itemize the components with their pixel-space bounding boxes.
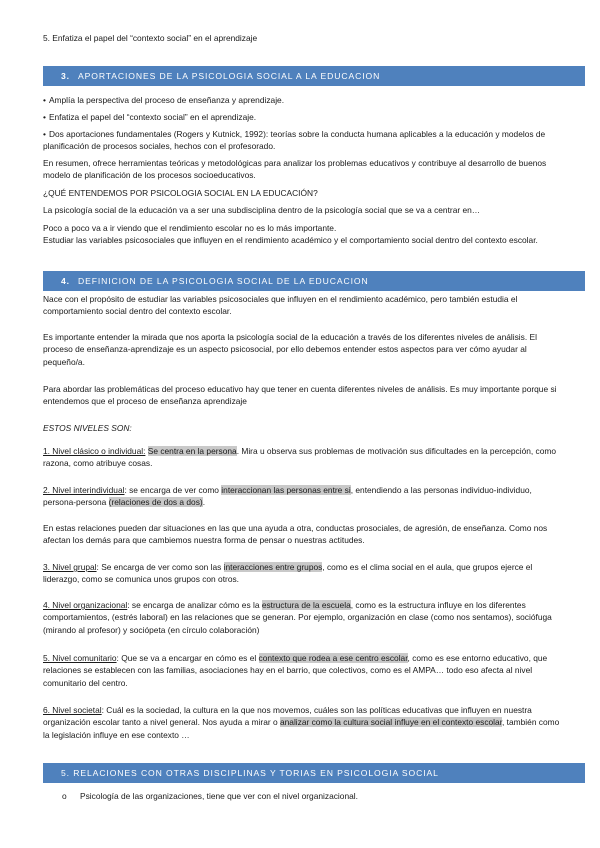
section-3-title: APORTACIONES DE LA PSICOLOGIA SOCIAL A LA EDUCACION: [77, 71, 381, 81]
section-4-number: 4.: [61, 276, 70, 286]
highlight: (relaciones de dos a dos): [108, 497, 203, 508]
paragraph: Poco a poco va a ir viendo que el rendimiento escolar no es lo más importante.: [43, 223, 337, 233]
section-3-bullet: • Enfatiza el papel del “contexto social” en el aprendizaje.: [43, 112, 257, 122]
bullet-icon: •: [43, 129, 46, 139]
paragraph: Nace con el propósito de estudiar las variables psicosociales que influyen en el rendimiento académico, pero también estudia el comportamiento social dentro del contexto escolar.: [43, 294, 518, 317]
section-5-item: o Psicología de las organizaciones, tiene que ver con el nivel organizacional.: [62, 791, 358, 801]
highlight: Se centra en la persona: [147, 446, 237, 456]
level-5: 5. Nivel comunitario: Que se va a encargar en cómo es el contexto que rodea a ese centro escolar, como es ese entorno educativo, que relaciones se establecen con las familias, asociaciones hay en el barrio, que colectivos, como es el AMPA… todo eso afecta al nivel comunitario del centro.: [43, 653, 548, 688]
section-3-bullet: • Amplía la perspectiva del proceso de enseñanza y aprendizaje.: [43, 95, 285, 105]
level-label: 4. Nivel organizacional: [43, 600, 128, 610]
level-label: 1. Nivel clásico o individual:: [43, 446, 146, 456]
highlight: estructura de la escuela: [261, 600, 351, 610]
level-6: 6. Nivel societal: Cuál es la sociedad, la cultura en la que nos movemos, cuáles son las políticas educativas que influyen en nuestra organización escolar tanto a nivel general. Nos ayuda a mirar o analizar como la cultura social influye en el contexto escolar, también como la legislación influye en ese contexto …: [43, 705, 560, 740]
question-heading: ¿QUÉ ENTENDEMOS POR PSICOLOGIA SOCIAL EN LA EDUCACIÓN?: [43, 188, 318, 198]
section-3-number: 3.: [61, 71, 70, 81]
section-5-heading: [43, 763, 585, 783]
section-4-heading: [43, 271, 585, 291]
level-label: 3. Nivel grupal: [43, 562, 97, 572]
paragraph: Es importante entender la mirada que nos aporta la psicología social de la educación a través de los diferentes niveles de análisis. El proceso de enseñanza-aprendizaje es un aspecto psicosocial, por ello debemos entender estos aspectos para ver cómo ayudar al pequeño/a.: [43, 332, 537, 367]
level-1: 1. Nivel clásico o individual: Se centra en la persona. Mira u observa sus problemas de motivación sus dificultades en la percepción, como razona, como atribuye cosas.: [43, 446, 557, 469]
section-3-bullet: • Dos aportaciones fundamentales (Rogers y Kutnick, 1992): teorías sobre la conducta humana aplicables a la educación y modelos de planificación de procesos sociales, hechos con el profesorado.: [43, 129, 546, 152]
highlight: analizar como la cultura social influye en el contexto escolar: [279, 717, 503, 728]
level-3: 3. Nivel grupal: Se encarga de ver como son las interacciones entre grupos, como es el clima social en el aula, que grupos ejerce el liderazgo, como se comunica unos grupos con otros.: [43, 562, 533, 585]
paragraph: En estas relaciones pueden dar situaciones en las que una ayuda a otra, conductas prosociales, de agresión, de enseñanza. Como nos afectan los demás para que cambiemos nuestra forma de pensar o nuestras actitudes.: [43, 523, 548, 546]
level-label: 6. Nivel societal: [43, 705, 102, 715]
level-label: 5. Nivel comunitario: [43, 653, 117, 663]
top-line: 5. Enfatiza el papel del “contexto social” en el aprendizaje: [43, 33, 258, 43]
section-3-heading: [43, 66, 585, 86]
paragraph: Para abordar las problemáticas del proceso educativo hay que tener en cuenta diferentes niveles de análisis. Es muy importante porque si entendemos que el proceso de enseñanza aprendizaje: [43, 384, 557, 407]
levels-intro: ESTOS NIVELES SON:: [43, 423, 132, 433]
section-5-title: RELACIONES CON OTRAS DISCIPLINAS Y TORIAS EN PSICOLOGIA SOCIAL: [73, 768, 439, 778]
bullet-icon: •: [43, 112, 46, 122]
section-4-title: DEFINICION DE LA PSICOLOGIA SOCIAL DE LA EDUCACION: [77, 276, 369, 286]
section-5-number: 5.: [61, 768, 70, 778]
paragraph: La psicología social de la educación va a ser una subdisciplina dentro de la psicología social que se va a centrar en…: [43, 205, 481, 215]
level-4: 4. Nivel organizacional: se encarga de analizar cómo es la estructura de la escuela, como es la estructura influye en los diferentes comportamientos, (estrés laboral) en las relaciones que se generan. Por ejemplo, organización en clase (como nos sentamos), sociófuga (mirando al profesor) y sociópeta (en círculo colaboración): [43, 600, 552, 635]
level-label: 2. Nivel interindividual: [43, 485, 125, 495]
highlight: interacciones entre grupos: [223, 562, 323, 572]
paragraph: Estudiar las variables psicosociales que influyen en el rendimiento académico y el comportamiento social dentro del contexto escolar.: [43, 235, 538, 245]
list-marker: o: [62, 791, 67, 801]
bullet-icon: •: [43, 95, 46, 105]
level-2: 2. Nivel interindividual: se encarga de ver como interaccionan las personas entre si, entendiendo a las personas individuo-individuo, persona-persona (relaciones de dos a dos).: [43, 485, 532, 508]
highlight: contexto que rodea a ese centro escolar: [258, 653, 408, 663]
summary-paragraph: En resumen, ofrece herramientas teóricas y metodológicas para analizar los problemas educativos y contribuye al desarrollo de buenos modelo de planificación de los procesos socioeducativos.: [43, 158, 547, 181]
highlight: interaccionan las personas entre si: [221, 485, 351, 495]
